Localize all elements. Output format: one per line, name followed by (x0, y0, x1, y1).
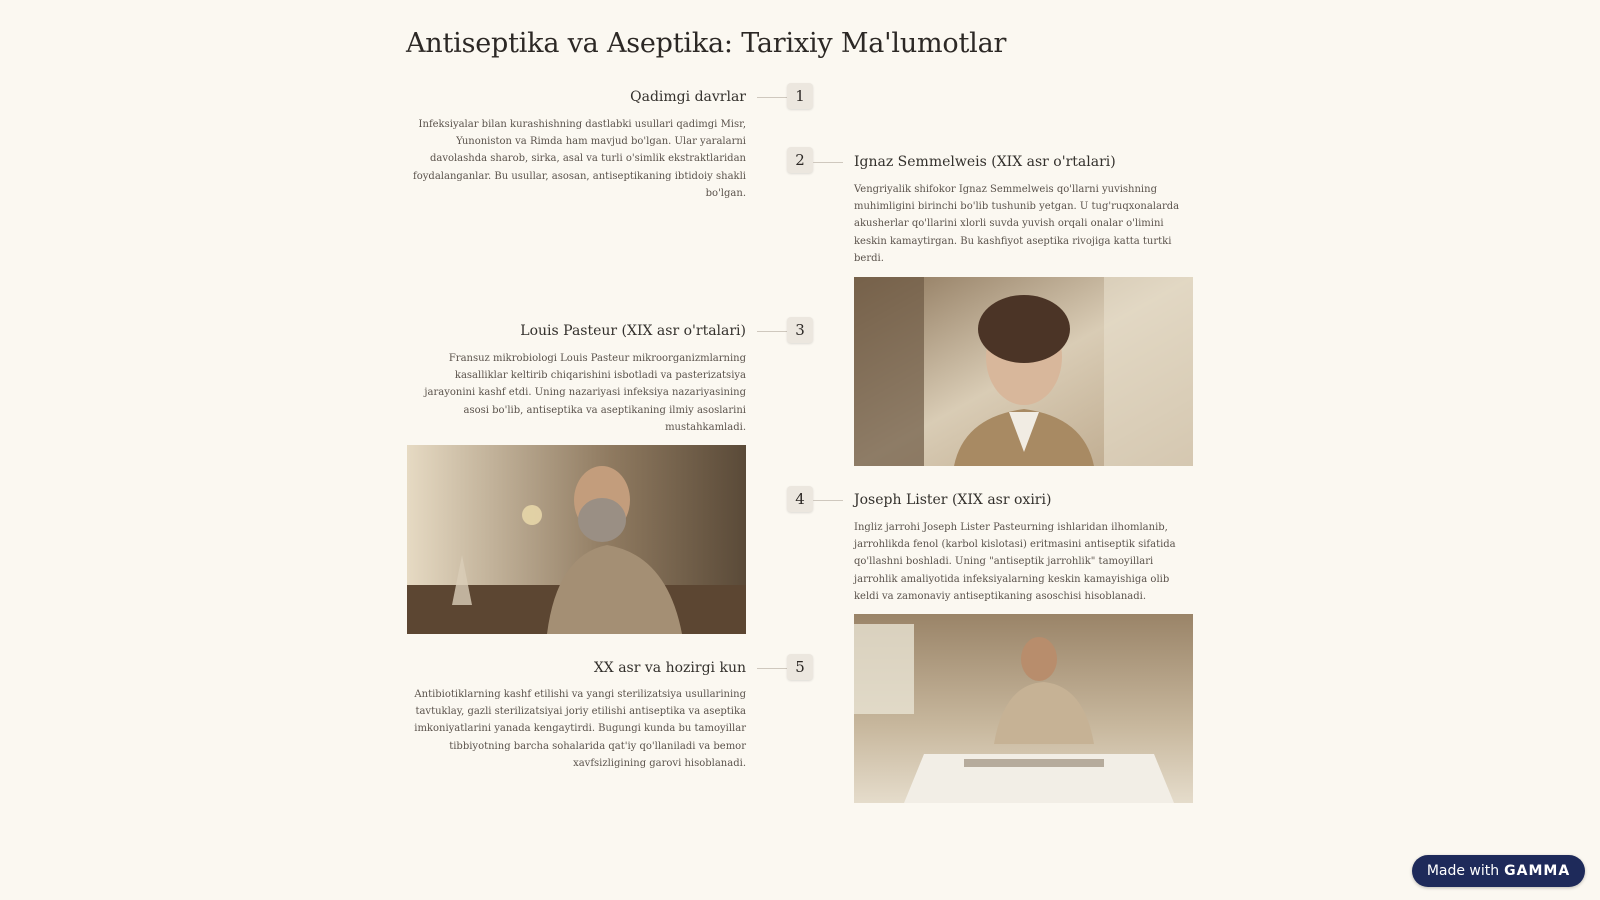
timeline-text-4: Ingliz jarrohi Joseph Lister Pasteurning ishlaridan ilhomlanib, jarrohlikda fenol (karbol kislotasi) eritmasini antiseptik sifatida qo'llashni boshladi. Uning "antiseptik jarrohlik" tamoyillari jarrohlik amaliyotida infeksiyalarning keskin kamayishiga olib keldi va zamonaviy antiseptikaning asoschisi hisoblanadi. (854, 522, 1176, 602)
timeline-connector-4 (813, 500, 843, 501)
timeline-badge-4: 4 (787, 486, 813, 512)
timeline-text-2: Vengriyalik shifokor Ignaz Semmelweis qo'llarni yuvishning muhimligini birinchi bo'lib tushunib yetgan. U tug'ruqxonalarda akusherlar qo'llarini xlorli suvda yuvish orqali onalar o'limini keskin kamaytirgan. Bu kashfiyot aseptika rivojiga katta turtki berdi. (854, 184, 1180, 264)
timeline-badge-2: 2 (787, 147, 813, 173)
timeline-heading-5: XX asr va hozirgi kun (593, 660, 746, 676)
made-with-gamma-button[interactable] (1412, 855, 1585, 887)
timeline-heading-2: Ignaz Semmelweis (XIX asr o'rtalari) (854, 154, 1116, 170)
timeline-text-1: Infeksiyalar bilan kurashishning dastlabki usullari qadimgi Misr, Yunoniston va Rimda ham mavjud bo'lgan. Ular yaralarni davolashda sharob, sirka, asal va turli o'simlik ekstraktlaridan foydalanganlar. Bu usullar, asosan, antiseptikaning ibtidoiy shakli bo'lgan. (413, 119, 746, 199)
timeline-heading-4: Joseph Lister (XIX asr oxiri) (854, 492, 1052, 508)
timeline-connector-3 (757, 331, 787, 332)
scientist-lab-image (407, 445, 746, 634)
timeline-badge-5: 5 (787, 654, 813, 680)
timeline-heading-1: Qadimgi davrlar (630, 89, 746, 105)
timeline-connector-1 (757, 97, 787, 98)
timeline-heading-3: Louis Pasteur (XIX asr o'rtalari) (520, 323, 746, 339)
surgeon-table-image (854, 614, 1193, 803)
timeline-badge-3: 3 (787, 317, 813, 343)
page-title: Antiseptika va Aseptika: Tarixiy Ma'lumotlar (406, 28, 1007, 59)
woman-portrait-image (854, 277, 1193, 466)
made-with-label: Made with (1426, 863, 1500, 879)
timeline-badge-1: 1 (787, 83, 813, 109)
gamma-logo: GAMMA (1504, 863, 1571, 879)
timeline-text-3: Fransuz mikrobiologi Louis Pasteur mikroorganizmlarning kasalliklar keltirib chiqarishini isbotladi va pasterizatsiya jarayonini kashf etdi. Uning nazariyasi infeksiya nazariyasining asosi bo'lib, antiseptika va aseptikaning ilmiy asoslarini mustahkamladi. (424, 353, 746, 433)
timeline-connector-5 (757, 668, 787, 669)
timeline-connector-2 (813, 162, 843, 163)
timeline-text-5: Antibiotiklarning kashf etilishi va yangi sterilizatsiya usullarining tavtuklay, gazli sterilizatsiyai joriy etilishi antiseptika va aseptika imkoniyatlarini yanada kengaytirdi. Bugungi kunda bu tamoyillar tibbiyotning barcha sohalarida qat'iy qo'llaniladi va bemor xavfsizligining garovi hisoblanadi. (414, 689, 746, 769)
